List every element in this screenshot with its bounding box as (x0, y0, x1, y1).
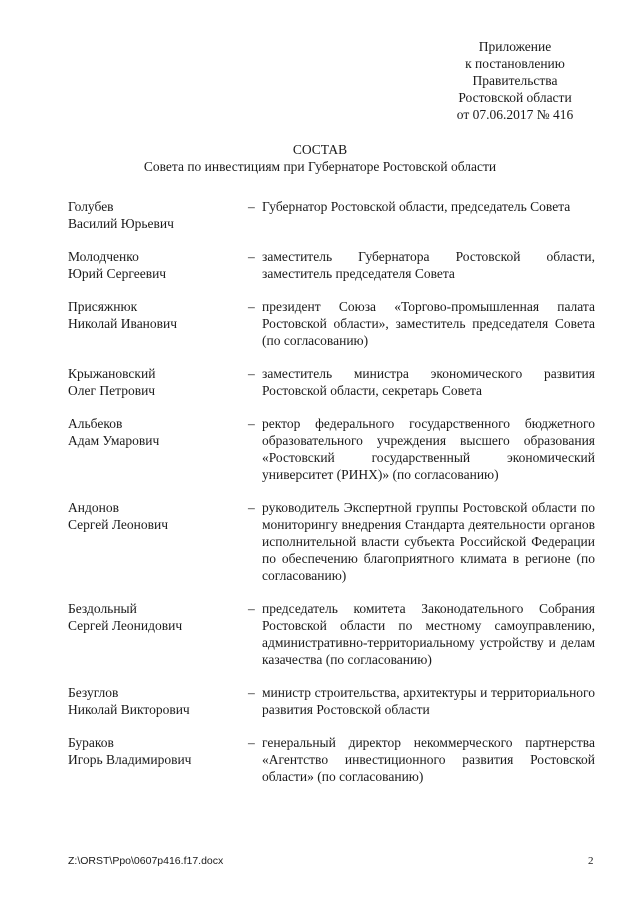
dash-separator: – (248, 299, 255, 314)
member-surname: Голубев (68, 199, 114, 214)
appendix-line: к постановлению (465, 56, 565, 71)
member-name (68, 600, 248, 668)
footer-file-path: Z:\ORST\Ppo\0607p416.f17.docx (68, 855, 224, 867)
dash-separator: – (248, 601, 255, 616)
member-surname: Крыжановский (68, 366, 156, 381)
member-surname: Молодченко (68, 249, 139, 264)
member-surname: Андонов (68, 500, 119, 515)
members-list (68, 198, 595, 801)
member-position: ректор федерального государственного бюджетного образовательного учреждения высшего образования «Ростовский государственный экономический университет (РИНХ)» (по согласованию) (262, 416, 595, 482)
member-row (68, 198, 595, 232)
member-name (68, 365, 248, 399)
member-row (68, 248, 595, 282)
member-row (68, 734, 595, 785)
member-row (68, 298, 595, 349)
member-row (68, 415, 595, 483)
appendix-line: Правительства (472, 73, 558, 88)
member-given-names: Василий Юрьевич (68, 216, 174, 231)
member-name (68, 248, 248, 282)
dash-separator: – (248, 249, 255, 264)
member-name (68, 198, 248, 232)
member-position: заместитель министра экономического развития Ростовской области, секретарь Совета (262, 366, 595, 398)
member-position: министр строительства, архитектуры и территориального развития Ростовской области (262, 685, 595, 717)
dash-separator: – (248, 416, 255, 431)
member-name (68, 415, 248, 483)
dash-separator: – (248, 366, 255, 381)
member-row (68, 600, 595, 668)
appendix-block (420, 38, 610, 123)
member-surname: Присяжнюк (68, 299, 138, 314)
member-given-names: Игорь Владимирович (68, 752, 192, 767)
appendix-line: Приложение (478, 39, 552, 54)
member-given-names: Сергей Леонович (68, 517, 169, 532)
member-position: генеральный директор некоммерческого партнерства «Агентство инвестиционного развития Ростовской области» (по согласованию) (262, 735, 595, 784)
member-surname: Бездольный (68, 601, 137, 616)
member-surname: Бураков (68, 735, 114, 750)
member-position: Губернатор Ростовской области, председатель Совета (262, 199, 571, 214)
dash-separator: – (248, 735, 255, 750)
member-position: заместитель Губернатора Ростовской области, заместитель председателя Совета (262, 249, 595, 281)
member-given-names: Сергей Леонидович (68, 618, 183, 633)
member-surname: Альбеков (68, 416, 123, 431)
member-given-names: Адам Умарович (68, 433, 160, 448)
member-name (68, 684, 248, 718)
member-position: президент Союза «Торгово-промышленная палата Ростовской области», заместитель председателя Совета (по согласованию) (262, 299, 595, 348)
member-given-names: Олег Петрович (68, 383, 156, 398)
member-surname: Безуглов (68, 685, 119, 700)
member-name (68, 298, 248, 349)
member-given-names: Николай Иванович (68, 316, 178, 331)
member-given-names: Юрий Сергеевич (68, 266, 167, 281)
heading-subtitle: Совета по инвестициям при Губернаторе Ростовской области (143, 159, 497, 174)
dash-separator: – (248, 199, 255, 214)
member-position: председатель комитета Законодательного Собрания Ростовской области по местному самоуправлению, административно-территориальному устройству и делам казачества (по согласованию) (262, 601, 595, 667)
member-name (68, 734, 248, 785)
member-given-names: Николай Викторович (68, 702, 190, 717)
member-position: руководитель Экспертной группы Ростовской области по мониторингу внедрения Стандарта деятельности органов исполнительной власти субъекта Российской Федерации по обеспечению благоприятного климата в регионе (по согласованию) (262, 500, 595, 583)
document-heading (0, 141, 640, 175)
member-name (68, 499, 248, 584)
page-number: 2 (588, 855, 594, 867)
member-row (68, 499, 595, 584)
member-row (68, 365, 595, 399)
dash-separator: – (248, 500, 255, 515)
dash-separator: – (248, 685, 255, 700)
member-row (68, 684, 595, 718)
appendix-line: Ростовской области (458, 90, 572, 105)
appendix-line: от 07.06.2017 № 416 (456, 107, 574, 122)
heading-title: СОСТАВ (292, 142, 348, 157)
